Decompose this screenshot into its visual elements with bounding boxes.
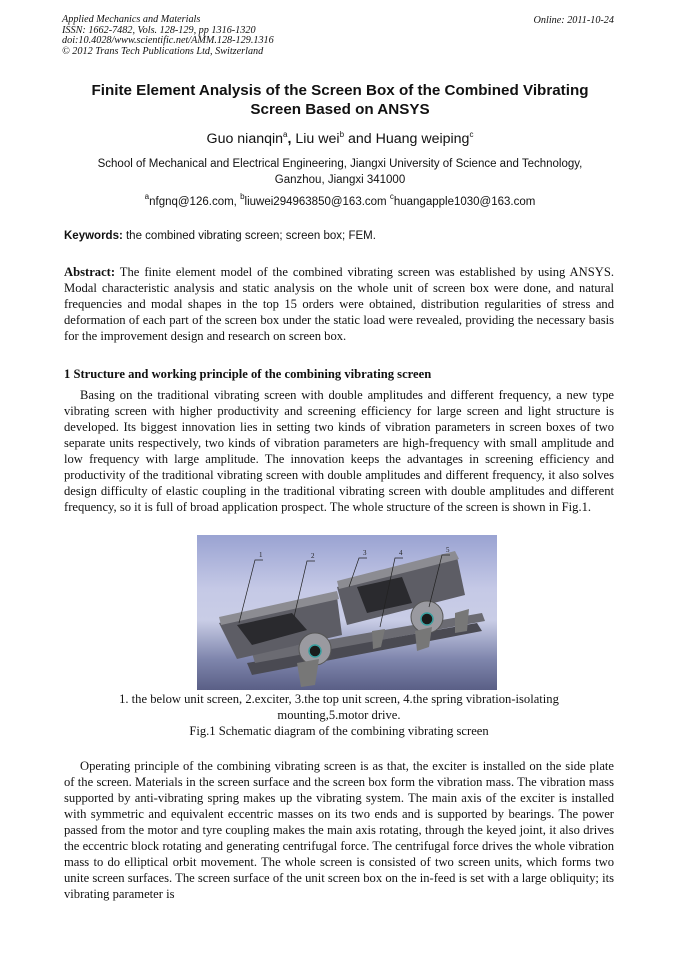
- keywords-text: the combined vibrating screen; screen box; FEM.: [122, 230, 376, 242]
- email-sup: a: [144, 192, 150, 201]
- title-line-2: Screen Based on ANSYS: [250, 101, 430, 118]
- figure-label: 1: [259, 551, 263, 559]
- author-separator: ,: [287, 131, 296, 147]
- figure-1-image: [197, 535, 497, 690]
- email-sup: b: [240, 192, 245, 201]
- affiliation-line-1: School of Mechanical and Electrical Engineering, Jiangxi University of Science and Technology,: [97, 158, 583, 170]
- author-list: [40, 130, 640, 147]
- affiliation: [40, 157, 640, 188]
- abstract-label: Abstract:: [64, 265, 116, 279]
- figure-label: 3: [363, 549, 367, 557]
- doi-line: doi:10.4028/www.scientific.net/AMM.128-129.1316: [62, 35, 274, 47]
- figure-caption: Fig.1 Schematic diagram of the combining vibrating screen: [189, 724, 489, 738]
- abstract-text: The finite element model of the combined vibrating screen was established by using ANSYS. Modal characteristic analysis and static analysis on the whole unit of screen box were done, and natural frequencies and modal shapes in the top 15 orders were obtained, distribution regularities of stress and deformation of each part of the screen box under the static load were revealed, providing the necessary basis for the improvement design and research on screen box.: [64, 265, 614, 344]
- figure-label: 5: [446, 546, 450, 554]
- journal-name: Applied Mechanics and Materials: [62, 14, 201, 25]
- author-name: Liu wei: [295, 131, 340, 147]
- email-link[interactable]: huangapple1030@163.com: [393, 196, 536, 208]
- email-link[interactable]: liuwei294963850@163.com: [244, 196, 387, 208]
- email-link[interactable]: nfgnq@126.com,: [149, 196, 237, 208]
- figure-legend-line-2: mounting,5.motor drive.: [277, 708, 401, 722]
- author-sup: a: [283, 130, 288, 139]
- author-name: Huang weiping: [375, 131, 470, 147]
- issn-line: ISSN: 1662-7482, Vols. 128-129, pp 1316-1320: [62, 24, 256, 36]
- copyright-line: © 2012 Trans Tech Publications Ltd, Switzerland: [62, 45, 264, 57]
- abstract: [64, 264, 614, 344]
- title-line-1: Finite Element Analysis of the Screen Box of the Combined Vibrating: [91, 82, 589, 99]
- keywords: [64, 230, 376, 242]
- body-paragraph: Basing on the traditional vibrating screen with double amplitudes and different frequency, a new type vibrating screen with higher productivity and screening efficiency for large screen and light structure is developed. Its biggest innovation lies in setting two kinds of vibration parameters in screen boxes of two separate units respectively, two kinds of vibration parameters are high-frequency with small amplitude and low frequency with large amplitude. The innovation keeps the advantages in screening efficiency and productivity of the traditional vibrating screen with double amplitudes and different frequency, it also solves design difficulty of elastic coupling in the traditional vibrating screen with double amplitudes and different frequency, so it is full of broad application prospect. The whole structure of the screen is shown in Fig.1.: [64, 388, 614, 515]
- section-heading: 1 Structure and working principle of the combining vibrating screen: [64, 367, 432, 381]
- figure-label: 4: [399, 549, 403, 557]
- author-sup: b: [339, 130, 345, 139]
- author-emails: [40, 192, 640, 208]
- author-name: Guo nianqin: [206, 131, 284, 147]
- paper-title: [40, 81, 640, 119]
- figure-legend-line-1: 1. the below unit screen, 2.exciter, 3.the top unit screen, 4.the spring vibration-isolating: [119, 692, 559, 706]
- figure-label: 2: [311, 552, 315, 560]
- keywords-label: Keywords:: [64, 230, 123, 242]
- email-sup: c: [389, 192, 394, 201]
- body-paragraph: Operating principle of the combining vibrating screen is as that, the exciter is installed on the side plate of the screen. Materials in the screen surface and the screen box form the vibration mass. The vibration mass supported by anti-vibrating spring makes up the vibrating system. The main axis of the exciter is installed with symmetric and equivalent eccentric masses on its two ends and is supported by bearings. The power passed from the motor and tyre coupling makes the main axis rotating, through the keyed joint, it also drives the eccentric block rotating and generating centrifugal force. The centrifugal force drives the whole vibration mass to do elliptical orbit movement. The whole screen is consisted of two screen units, which forms two unite screen surfaces. The screen surface of the unit screen box on the in-feed is set with a large obliquity; its vibrating parameter is: [64, 759, 614, 902]
- affiliation-line-2: Ganzhou, Jiangxi 341000: [274, 173, 406, 186]
- author-sup: c: [469, 130, 474, 139]
- journal-header: [62, 15, 274, 57]
- online-date: Online: 2011-10-24: [533, 15, 614, 26]
- vibrating-screen-render-icon: [197, 535, 497, 690]
- author-separator: and: [344, 131, 376, 147]
- figure-caption-block: [64, 691, 614, 739]
